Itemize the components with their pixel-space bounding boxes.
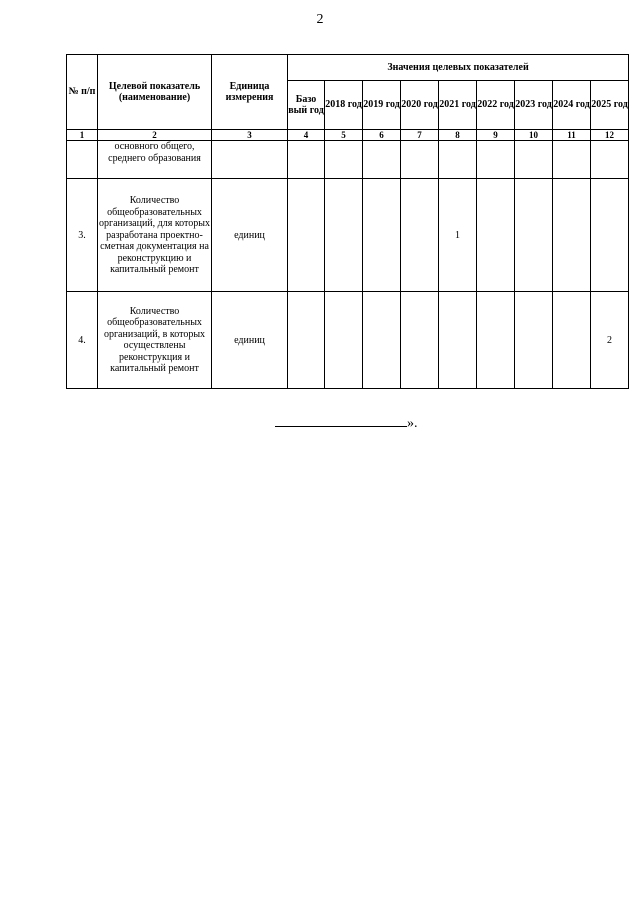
- header-year: 2021 год: [439, 81, 477, 130]
- page-number: 2: [316, 12, 324, 27]
- row-value: [325, 179, 363, 292]
- row-value: [553, 141, 591, 179]
- column-number: 6: [363, 130, 401, 141]
- row-indicator: Количество общеобразовательных организаций, для которых разработана проектно-сметная документация на реконструкцию и капитальный ремонт: [98, 179, 212, 292]
- column-number: 9: [477, 130, 515, 141]
- row-value: 1: [439, 179, 477, 292]
- row-value: [401, 179, 439, 292]
- row-value: [288, 179, 325, 292]
- column-number-row: [67, 130, 629, 141]
- column-number: 12: [591, 130, 629, 141]
- column-number: 3: [212, 130, 288, 141]
- column-number: 10: [515, 130, 553, 141]
- header-year: 2025 год: [591, 81, 629, 130]
- row-value: [439, 292, 477, 389]
- row-indicator: Количество общеобразовательных организаций, в которых осуществлены реконструкция и капитальный ремонт: [98, 292, 212, 389]
- column-number: 5: [325, 130, 363, 141]
- row-value: [363, 179, 401, 292]
- row-value: [288, 141, 325, 179]
- row-value: [325, 141, 363, 179]
- row-value: [401, 292, 439, 389]
- header-indicator: Целевой показатель (наименование): [98, 55, 212, 130]
- row-value: [515, 292, 553, 389]
- row-value: [363, 141, 401, 179]
- targets-table: [66, 54, 629, 389]
- column-number: 11: [553, 130, 591, 141]
- header-num: № п/п: [67, 55, 98, 130]
- header-base-year: Базо вый год: [288, 81, 325, 130]
- row-unit: единиц: [212, 179, 288, 292]
- row-value: [591, 141, 629, 179]
- row-value: [477, 292, 515, 389]
- header-row-1: [67, 55, 629, 81]
- column-number: 2: [98, 130, 212, 141]
- row-value: [515, 141, 553, 179]
- row-value: [363, 292, 401, 389]
- table-row: [67, 179, 629, 292]
- row-indicator: основного общего, среднего образования: [98, 141, 212, 179]
- signature-line: [275, 414, 407, 427]
- row-unit: [212, 141, 288, 179]
- table-row: [67, 292, 629, 389]
- header-year: 2023 год: [515, 81, 553, 130]
- header-values-group: Значения целевых показателей: [288, 55, 629, 81]
- row-value: [553, 292, 591, 389]
- row-value: [515, 179, 553, 292]
- row-value: [553, 179, 591, 292]
- row-value: [439, 141, 477, 179]
- table-row: [67, 141, 629, 179]
- header-year: 2022 год: [477, 81, 515, 130]
- header-year: 2024 год: [553, 81, 591, 130]
- row-value: [288, 292, 325, 389]
- column-number: 4: [288, 130, 325, 141]
- row-value: [325, 292, 363, 389]
- closing-line: [275, 414, 418, 432]
- closing-quote: ».: [407, 416, 418, 431]
- row-num: [67, 141, 98, 179]
- row-value: [477, 141, 515, 179]
- row-value: [591, 179, 629, 292]
- row-value: [477, 179, 515, 292]
- row-num: 3.: [67, 179, 98, 292]
- header-year: 2019 год: [363, 81, 401, 130]
- row-value: 2: [591, 292, 629, 389]
- column-number: 1: [67, 130, 98, 141]
- header-year: 2018 год: [325, 81, 363, 130]
- column-number: 7: [401, 130, 439, 141]
- header-unit: Единица измерения: [212, 55, 288, 130]
- header-year: 2020 год: [401, 81, 439, 130]
- row-unit: единиц: [212, 292, 288, 389]
- row-value: [401, 141, 439, 179]
- row-num: 4.: [67, 292, 98, 389]
- column-number: 8: [439, 130, 477, 141]
